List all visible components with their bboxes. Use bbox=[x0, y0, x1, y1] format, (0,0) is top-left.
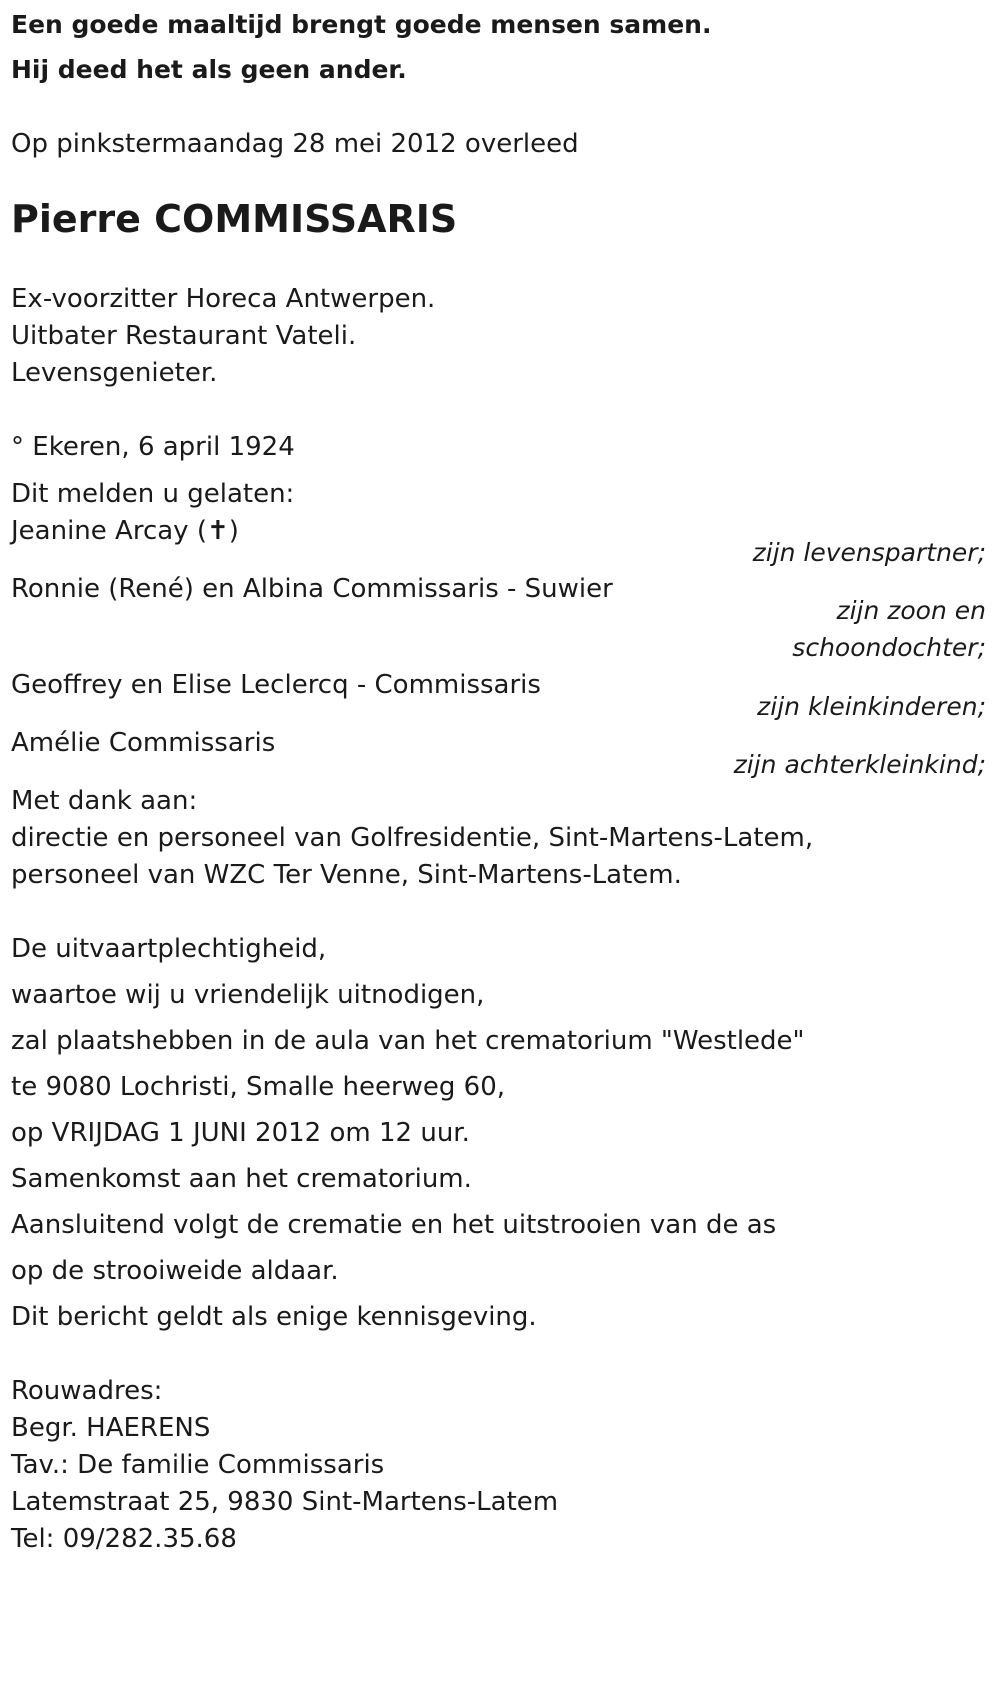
thanks-line-1: directie en personeel van Golfresidentie, Sint-Martens-Latem, bbox=[11, 823, 814, 853]
family-name-son: Ronnie (René) en Albina Commissaris - Suwier bbox=[11, 574, 613, 604]
ceremony-line-1: De uitvaartplechtigheid, bbox=[11, 934, 327, 964]
ceremony-line-9: Dit bericht geldt als enige kennisgeving. bbox=[11, 1302, 537, 1332]
address-line-2: Tav.: De familie Commissaris bbox=[11, 1450, 385, 1480]
title-line-2: Uitbater Restaurant Vateli. bbox=[11, 321, 357, 351]
address-line-1: Begr. HAERENS bbox=[11, 1413, 211, 1443]
motto-line-1: Een goede maaltijd brengt goede mensen samen. bbox=[11, 10, 712, 39]
family-relation-son-line-1: zijn zoon en bbox=[836, 596, 986, 625]
announcers-intro: Dit melden u gelaten: bbox=[11, 479, 295, 509]
family-relation-grandchildren: zijn kleinkinderen; bbox=[757, 692, 986, 721]
address-phone: Tel: 09/282.35.68 bbox=[11, 1524, 237, 1554]
thanks-line-2: personeel van WZC Ter Venne, Sint-Martens-Latem. bbox=[11, 860, 682, 890]
ceremony-line-5: op VRIJDAG 1 JUNI 2012 om 12 uur. bbox=[11, 1118, 470, 1148]
deceased-name: Pierre COMMISSARIS bbox=[11, 197, 458, 241]
thanks-heading: Met dank aan: bbox=[11, 786, 198, 816]
family-relation-partner: zijn levenspartner; bbox=[752, 538, 986, 567]
family-name-great-grandchild: Amélie Commissaris bbox=[11, 728, 276, 758]
ceremony-line-8: op de strooiweide aldaar. bbox=[11, 1256, 339, 1286]
title-line-1: Ex-voorzitter Horeca Antwerpen. bbox=[11, 284, 436, 314]
ceremony-line-3: zal plaatshebben in de aula van het crematorium "Westlede" bbox=[11, 1026, 805, 1056]
family-relation-son-line-2: schoondochter; bbox=[792, 633, 986, 662]
ceremony-line-4: te 9080 Lochristi, Smalle heerweg 60, bbox=[11, 1072, 506, 1102]
family-name-partner: Jeanine Arcay (✝) bbox=[11, 516, 239, 546]
death-announcement: Op pinkstermaandag 28 mei 2012 overleed bbox=[11, 129, 579, 159]
family-relation-great-grandchild: zijn achterkleinkind; bbox=[733, 750, 986, 779]
ceremony-line-7: Aansluitend volgt de crematie en het uitstrooien van de as bbox=[11, 1210, 777, 1240]
ceremony-line-2: waartoe wij u vriendelijk uitnodigen, bbox=[11, 980, 485, 1010]
motto-line-2: Hij deed het als geen ander. bbox=[11, 55, 407, 84]
birth-info: ° Ekeren, 6 april 1924 bbox=[11, 432, 295, 462]
ceremony-line-6: Samenkomst aan het crematorium. bbox=[11, 1164, 472, 1194]
address-heading: Rouwadres: bbox=[11, 1376, 163, 1406]
address-line-3: Latemstraat 25, 9830 Sint-Martens-Latem bbox=[11, 1487, 559, 1517]
title-line-3: Levensgenieter. bbox=[11, 358, 218, 388]
family-name-grandchildren: Geoffrey en Elise Leclercq - Commissaris bbox=[11, 670, 541, 700]
